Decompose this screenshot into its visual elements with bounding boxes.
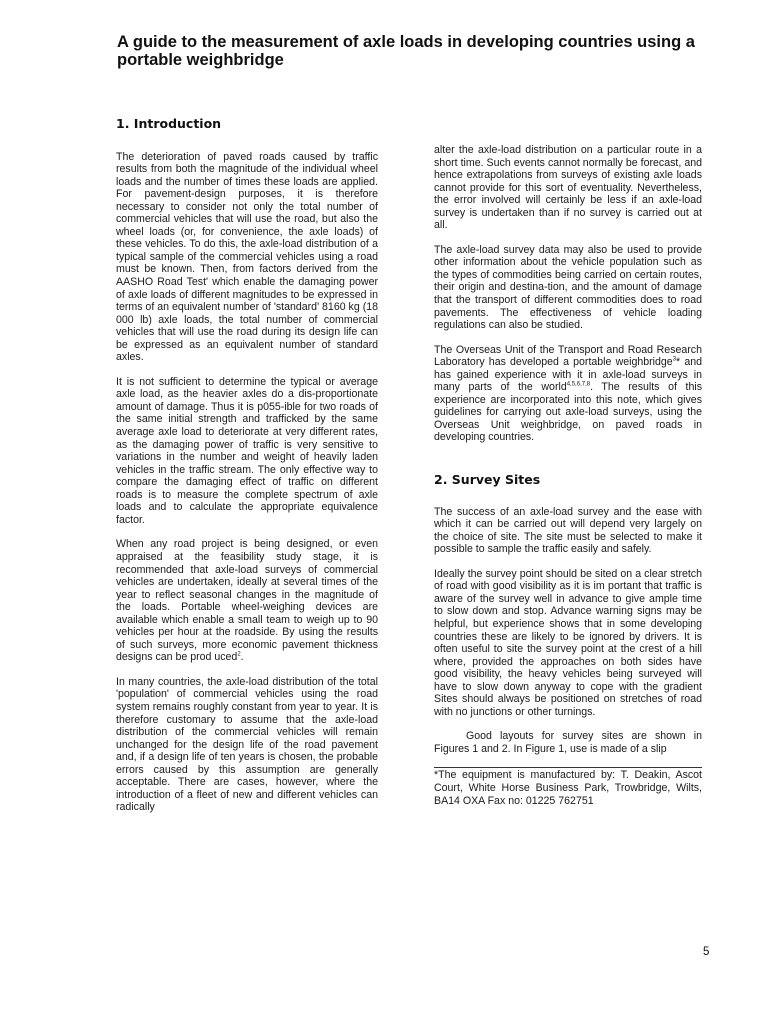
paragraph: In many countries, the axle-load distribution of the total 'population' of commercial vehicles using the road system remains roughly constant from year to year. It is therefore customary to assume that the axle-load distribution of the commercial vehicles will remain unchanged for the design life of the road pavement and, if a design life of ten years is chosen, the probable errors caused by this assumption are generally acceptable. There are cases, however, where the introduction of a fleet of new and different vehicles can radically xyxy=(116,675,378,814)
reference-superscript: 3 xyxy=(672,356,677,363)
paragraph-text: . The results of this experience are incorporated into this note, which gives guidelines for carrying out axle-load surveys, using the Overseas Unit weighbridge, on paved roads in developing countries. xyxy=(434,381,702,444)
section-heading-introduction: 1. Introduction xyxy=(116,116,222,131)
reference-superscript: 4,5,6,7,8 xyxy=(566,381,591,388)
left-column xyxy=(116,118,378,826)
right-column xyxy=(434,144,702,819)
paragraph: alter the axle-load distribution on a particular route in a short time. Such events cannot normally be forecast, and hence extrapolations from surveys of existing axle loads cannot provide for this sort of eventuality. Nevertheless, the error involved will certainly be less if an axle-load survey is undertaken than if no survey is carried out at all. xyxy=(434,144,702,232)
paragraph: The deterioration of paved roads caused by traffic results from both the magnitude of the individual wheel loads and the number of times these loads are applied. For pavement-design purposes, it is therefore necessary to consider not only the total number of commercial vehicles that will use the road, but also the wheel loads (or, for convenience, the axle loads) of these vehicles. To do this, the axle-load distribution of a typical sample of the commercial vehicles using a road must be known. Then, from factors derived from the AASHO Road Test' which enable the damaging power of axle loads of different magnitudes to be expressed in terms of an equivalent number of 'standard' 8160 kg (18 000 lb) axle loads, the total number of commercial vehicles that will use the road during its design life can be expressed as an equivalent number of standard axles. xyxy=(116,150,378,364)
paragraph: The axle-load survey data may also be used to provide other information about the vehicle population such as the types of commodities being carried on certain routes, their origin and destina-tion, and the amount of damage that the transport of different commodities does to road pavements. The effectiveness of vehicle loading regulations can also be studied. xyxy=(434,243,702,332)
paragraph xyxy=(434,344,702,444)
paragraph-text: . xyxy=(240,651,244,664)
paragraph: Ideally the survey point should be sited on a clear stretch of road with good visibility as it is im portant that traffic is aware of the survey well in advance to give ample time to slow down and stop. Advance warning signs may be helpful, but experience shows that in some developing countries these are likely to be ignored by drivers. It is often useful to site the survey point at the crest of a hill where, provided the approaches on both sides have good visibility, the heavy vehicles being surveyed will have to slow down anyway to cope with the gradient Sites should always be positioned on stretches of road with no junctions or other turnings. xyxy=(434,567,702,718)
paragraph-text: When any road project is being designed, or even appraised at the feasibility study stage, it is recommended that axle-load surveys of commercial vehicles are undertaken, ideally at several times of the year to reflect seasonal changes in the magnitude of the loads. Portable wheel-weighing devices are available which enable a small team to weigh up to 90 vehicles per hour at the roadside. By using the results of such surveys, more economic pavement thickness designs can be prod uced xyxy=(116,538,378,664)
document-title: A guide to the measurement of axle loads in developing countries using a portable weighbridge xyxy=(117,33,695,69)
paragraph: The success of an axle-load survey and the ease with which it can be carried out will depend very largely on the choice of site. The site must be selected to make it possible to sample the traffic easily and safely. xyxy=(434,505,702,556)
footnote: *The equipment is manufactured by: T. Deakin, Ascot Court, White Horse Business Park, Trowbridge, Wilts, BA14 OXA Fax no: 01225 762751 xyxy=(434,769,702,807)
reference-superscript: 2 xyxy=(237,651,241,658)
paragraph-text: * and has gained experience with it in axle-load surveys in many parts of the world xyxy=(434,356,702,394)
paragraph-text: The Overseas Unit of the Transport and Road Research Laboratory has developed a portable weighbridge xyxy=(434,343,702,369)
section-heading-survey-sites: 2. Survey Sites xyxy=(434,472,541,488)
page-number: 5 xyxy=(703,946,710,958)
paragraph: Good layouts for survey sites are shown in Figures 1 and 2. In Figure 1, use is made of a slip xyxy=(434,730,702,755)
paragraph: It is not sufficient to determine the typical or average axle load, as the heavier axles do a dis-proportionate amount of damage. Thus it is p055-ible for two roads of the same initial strength and trafficked by the same average axle load to deteriorate at very different rates, as the damaging power of traffic is very sensitive to variations in the number and weight of heavily laden vehicles in the traffic stream. The only effective way to compare the damaging effect of traffic on different roads is to measure the complete spectrum of axle loads and to calculate the appropriate equivalence factor. xyxy=(116,375,378,526)
paragraph xyxy=(116,538,378,663)
